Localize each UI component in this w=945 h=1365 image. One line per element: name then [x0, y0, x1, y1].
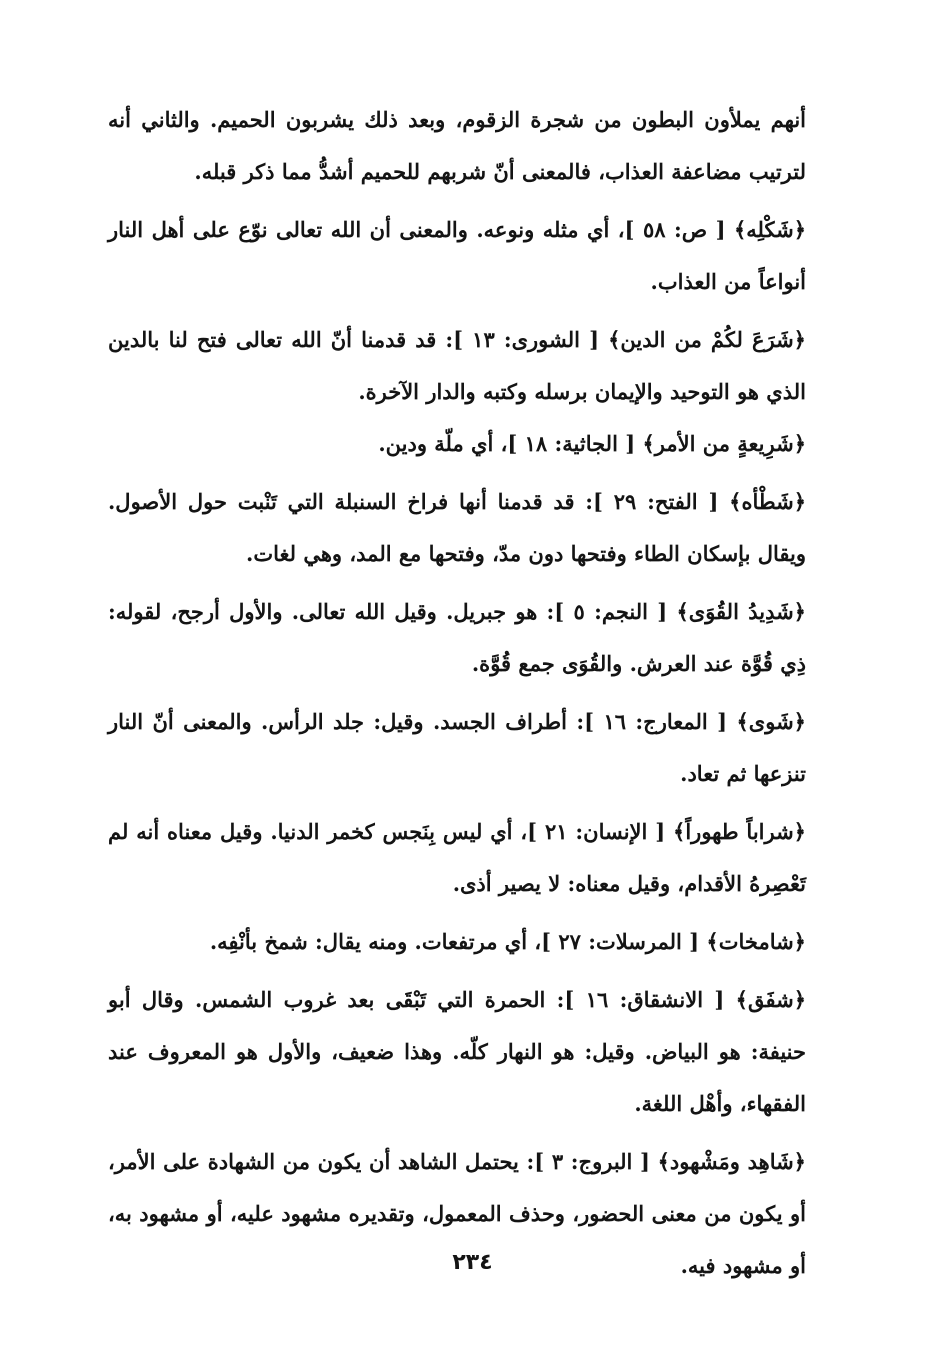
entry-shatahu: ﴿شَطْأه﴾ [ الفتح: ٢٩ ]: قد قدمنا أنها فراخ السنبلة التي تَنْبت حول الأصول. ويقال بإسكان الطاء وفتحها دون مدّ، وفتحها مع المد، وهي لغات. — [108, 489, 807, 566]
entry-sharaa: ﴿شَرَعَ لكُمْ من الدين﴾ [ الشورى: ١٣ ]: قد قدمنا أنّ الله تعالى فتح لنا بالدين الذي هو التوحيد والإيمان برسله وكتبه والدار الآخرة. — [108, 327, 806, 404]
entry-shamikhat: ﴿شامخات﴾ [ المرسلات: ٢٧ ]، أي مرتفعات. ومنه يقال: شمخ بأنْفِه. — [209, 929, 806, 954]
entry-shadid-alquwa: ﴿شَدِيدُ القُوَى﴾ [ النجم: ٥ ]: هو جبريل. وقيل الله تعالى. والأول أرجح، لقوله: ذِي قُوَّة عند العرش. والقُوَى جمع قُوَّة. — [108, 599, 806, 676]
entry-sharaban-tahuran: ﴿شراباً طهوراً﴾ [ الإنسان: ٢١ ]، أي ليس بِنَجس كخمر الدنيا. وقيل معناه أنه لم تَعْصِرهُ الأقدام، وقيل معناه: لا يصير أذى. — [108, 819, 806, 896]
page-number: ٢٣٤ — [452, 1250, 493, 1275]
entry-shawa: ﴿شَوى﴾ [ المعارج: ١٦ ]: أطراف الجسد. وقيل: جلد الرأس. والمعنى أنّ النار تنزعها ثم تعاد. — [108, 709, 806, 786]
paragraph-continuation: أنهم يملأون البطون من شجرة الزقوم، وبعد ذلك يشربون الحميم. والثاني أنه لترتيب مضاعفة العذاب، فالمعنى أنّ شربهم للحميم أشدُّ مما ذكر قبله. — [108, 107, 806, 184]
entry-shafaq: ﴿شفَق﴾ [ الانشقاق: ١٦ ]: الحمرة التي تَبْقَى بعد غروب الشمس. وقال أبو حنيفة: هو البياض. وقيل: هو النهار كلّه. وهذا ضعيف، والأول هو المعروف عند الفقهاء، وأهْل اللغة. — [108, 987, 807, 1116]
entry-shahid-wamashhud: ﴿شَاهِد ومَشْهود﴾ [ البروج: ٣ ]: يحتمل الشاهد أن يكون من الشهادة على الأمر، أو يكون من معنى الحضور، وحذف المعمول، وتقديره مشهود عليه، أو مشهود به، أو مشهود فيه. — [108, 1149, 806, 1278]
entry-shaklihi: ﴿شَكْلِه﴾ [ ص: ٥٨ ]، أي مثله ونوعه. والمعنى أن الله تعالى نوّع على أهل النار أنواعاً من العذاب. — [108, 217, 806, 294]
entry-shariatin: ﴿شَرِيعةٍ من الأمر﴾ [ الجاثية: ١٨ ]، أي ملّة ودين. — [378, 431, 806, 456]
main-text — [108, 94, 806, 1298]
